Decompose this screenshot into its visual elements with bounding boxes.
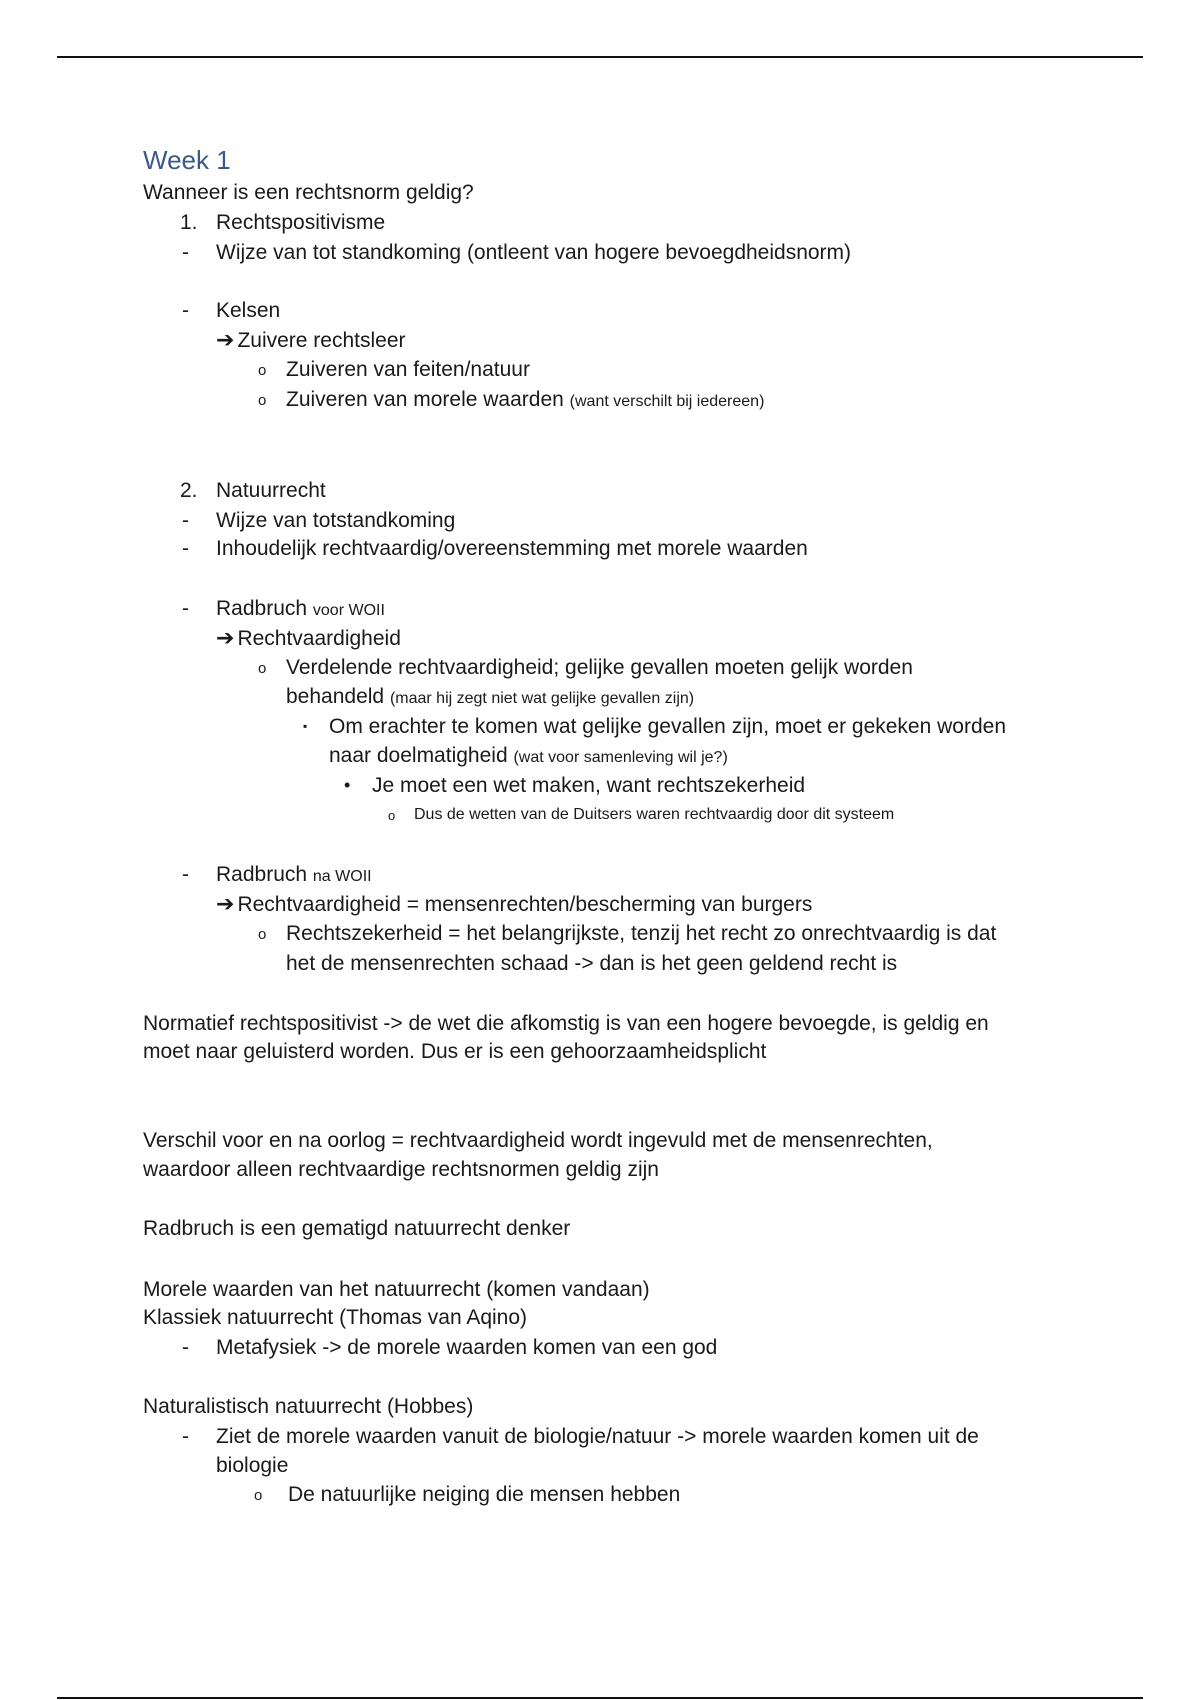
arrow-right-icon: ➔: [216, 891, 235, 916]
circle-bullet-icon: o: [388, 808, 396, 823]
list-item: Metafysiek -> de morele waarden komen van een god: [216, 1336, 718, 1359]
list-item-continuation: biologie: [216, 1454, 289, 1477]
circle-bullet-icon: o: [254, 1487, 263, 1504]
paragraph-line: Naturalistisch natuurrecht (Hobbes): [143, 1395, 474, 1418]
list-item-note: na WOII: [312, 868, 372, 885]
list-item: Rechtspositivisme: [216, 211, 386, 234]
list-item-note: voor WOII: [312, 602, 385, 619]
paragraph-line: Klassiek natuurrecht (Thomas van Aqino): [143, 1306, 528, 1329]
list-item-text: naar doelmatigheid: [329, 744, 508, 767]
list-item: De natuurlijke neiging die mensen hebben: [288, 1483, 681, 1506]
list-item-note: (maar hij zegt niet wat gelijke gevallen zijn): [389, 690, 695, 707]
dash-marker: -: [182, 863, 189, 886]
list-number: 1.: [180, 211, 198, 234]
arrow-right-icon: ➔: [216, 327, 235, 352]
arrow-item: [216, 326, 406, 354]
paragraph-line: Radbruch is een gematigd natuurrecht denker: [143, 1217, 571, 1240]
page-title: Week 1: [143, 145, 231, 175]
arrow-item-text: Zuivere rechtsleer: [237, 329, 406, 352]
paragraph-line: Morele waarden van het natuurrecht (komen vandaan): [143, 1278, 650, 1301]
arrow-item-text: Rechtvaardigheid = mensenrechten/bescherming van burgers: [237, 893, 813, 916]
list-item: Inhoudelijk rechtvaardig/overeenstemming met morele waarden: [216, 537, 808, 560]
list-item: Ziet de morele waarden vanuit de biologie/natuur -> morele waarden komen uit de: [216, 1425, 979, 1448]
paragraph-line: Verschil voor en na oorlog = rechtvaardigheid wordt ingevuld met de mensenrechten,: [143, 1129, 933, 1152]
list-item-continuation: [329, 742, 728, 770]
dash-marker: -: [182, 241, 189, 264]
dash-marker: -: [182, 1336, 189, 1359]
bullet-icon: •: [344, 775, 351, 795]
list-item-text: Radbruch: [216, 597, 308, 620]
list-item: Natuurrecht: [216, 479, 326, 502]
page-footer-rule: [57, 1697, 1143, 1699]
arrow-right-icon: ➔: [216, 625, 235, 650]
list-item-note: (wat voor samenleving wil je?): [513, 749, 728, 766]
list-item-text: behandeld: [286, 685, 385, 708]
dash-marker: -: [182, 537, 189, 560]
list-item: [216, 861, 372, 889]
list-item: [216, 595, 385, 623]
list-item: Verdelende rechtvaardigheid; gelijke gevallen moeten gelijk worden: [286, 656, 913, 679]
dash-marker: -: [182, 509, 189, 532]
list-item-continuation: [286, 683, 694, 711]
circle-bullet-icon: o: [258, 362, 267, 379]
list-item: Dus de wetten van de Duitsers waren rechtvaardig door dit systeem: [414, 806, 895, 823]
circle-bullet-icon: o: [258, 392, 267, 409]
dash-marker: -: [182, 1425, 189, 1448]
square-bullet-icon: ▪: [303, 719, 308, 733]
list-number: 2.: [180, 479, 198, 502]
list-item: Om erachter te komen wat gelijke gevallen zijn, moet er gekeken worden: [329, 715, 1007, 738]
list-item-note: (want verschilt bij iedereen): [569, 393, 765, 410]
arrow-item-text: Rechtvaardigheid: [237, 627, 401, 650]
paragraph-line: Normatief rechtspositivist -> de wet die afkomstig is van een hogere bevoegde, is geldig en: [143, 1012, 989, 1035]
list-item: Zuiveren van feiten/natuur: [286, 358, 530, 381]
list-item: [286, 386, 764, 414]
paragraph-line: waardoor alleen rechtvaardige rechtsnormen geldig zijn: [143, 1158, 659, 1181]
list-item: Rechtszekerheid = het belangrijkste, tenzij het recht zo onrechtvaardig is dat: [286, 922, 997, 945]
list-item: Wijze van totstandkoming: [216, 509, 456, 532]
paragraph-line: moet naar geluisterd worden. Dus er is een gehoorzaamheidsplicht: [143, 1040, 767, 1063]
arrow-item: [216, 890, 812, 918]
list-item: Je moet een wet maken, want rechtszekerheid: [372, 774, 806, 797]
dash-marker: -: [182, 597, 189, 620]
question-line: Wanneer is een rechtsnorm geldig?: [143, 181, 474, 204]
list-item: Kelsen: [216, 299, 281, 322]
list-item-text: Zuiveren van morele waarden: [286, 388, 564, 411]
list-item-continuation: het de mensenrechten schaad -> dan is het geen geldend recht is: [286, 952, 898, 975]
circle-bullet-icon: o: [258, 660, 267, 677]
page-header-rule: [57, 56, 1143, 58]
arrow-item: [216, 624, 401, 652]
list-item: Wijze van tot standkoming (ontleent van hogere bevoegdheidsnorm): [216, 241, 852, 264]
circle-bullet-icon: o: [258, 926, 267, 943]
dash-marker: -: [182, 299, 189, 322]
list-item-text: Radbruch: [216, 863, 308, 886]
